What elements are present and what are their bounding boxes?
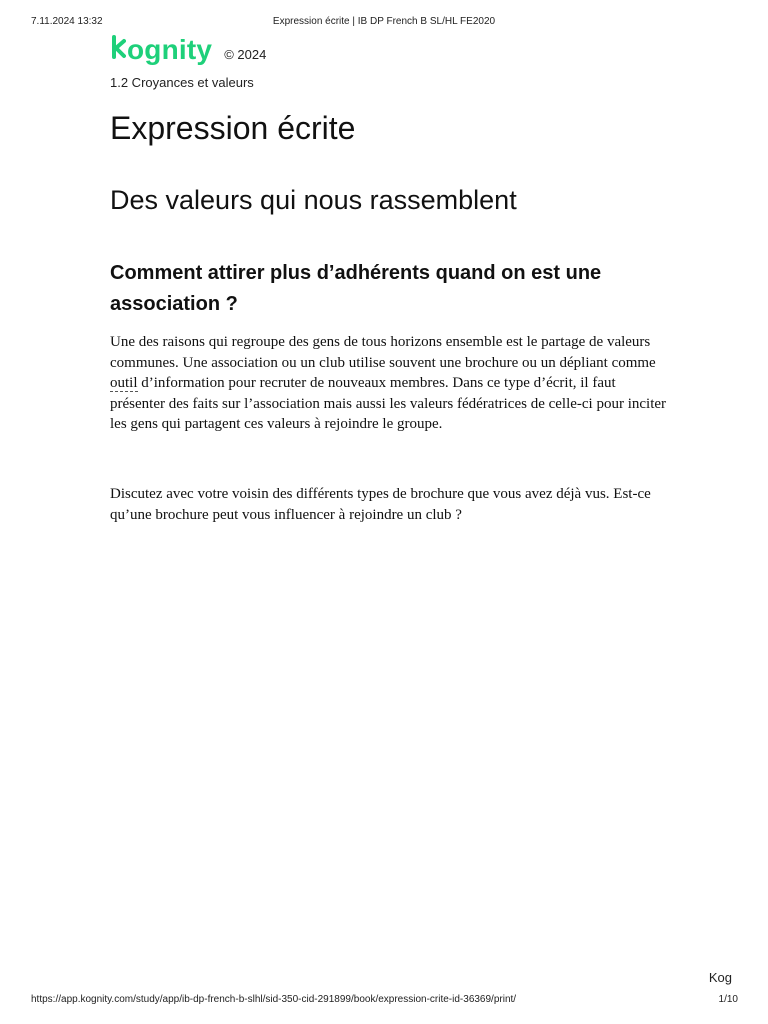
kognity-k-icon <box>110 33 126 59</box>
print-footer <box>0 994 768 1008</box>
glossary-term-outil[interactable]: outil <box>110 375 138 391</box>
page-title: Expression écrite <box>110 110 356 146</box>
copyright: © 2024 <box>224 47 267 62</box>
brand-logo-text: ognity <box>127 34 213 65</box>
intro-paragraph <box>110 332 670 435</box>
corner-label: Kog <box>708 970 732 985</box>
intro-text-start: Une des raisons qui regroupe des gens de tous horizons ensemble est le partage de valeurs communes. Une association ou un club utilise souvent une brochure ou un dépliant comme <box>110 334 656 371</box>
page-number: 1/10 <box>718 994 738 1005</box>
print-url: https://app.kognity.com/study/app/ib-dp-french-b-slhl/sid-350-cid-291899/book/expression-crite-id-36369/print/ <box>31 994 517 1005</box>
print-title: Expression écrite | IB DP French B SL/HL FE2020 <box>272 16 496 27</box>
section-title: Des valeurs qui nous rassemblent <box>110 185 517 215</box>
print-date: 7.11.2024 13:32 <box>31 16 103 27</box>
breadcrumb: 1.2 Croyances et valeurs <box>110 75 254 90</box>
discussion-paragraph: Discutez avec votre voisin des différents types de brochure que vous avez déjà vus. Est-ce qu’une brochure peut vous influencer à rejoindre un club ? <box>110 486 651 523</box>
subsection-title: Comment attirer plus d’adhérents quand on est une association ? <box>110 262 602 315</box>
intro-text-end: d’information pour recruter de nouveaux membres. Dans ce type d’écrit, il faut présenter des faits sur l’association mais aussi les valeurs fédératrices de celle-ci pour inciter les gens qui partagent ces valeurs à rejoindre le groupe. <box>110 375 667 432</box>
brand <box>110 33 266 66</box>
print-header <box>0 16 768 30</box>
